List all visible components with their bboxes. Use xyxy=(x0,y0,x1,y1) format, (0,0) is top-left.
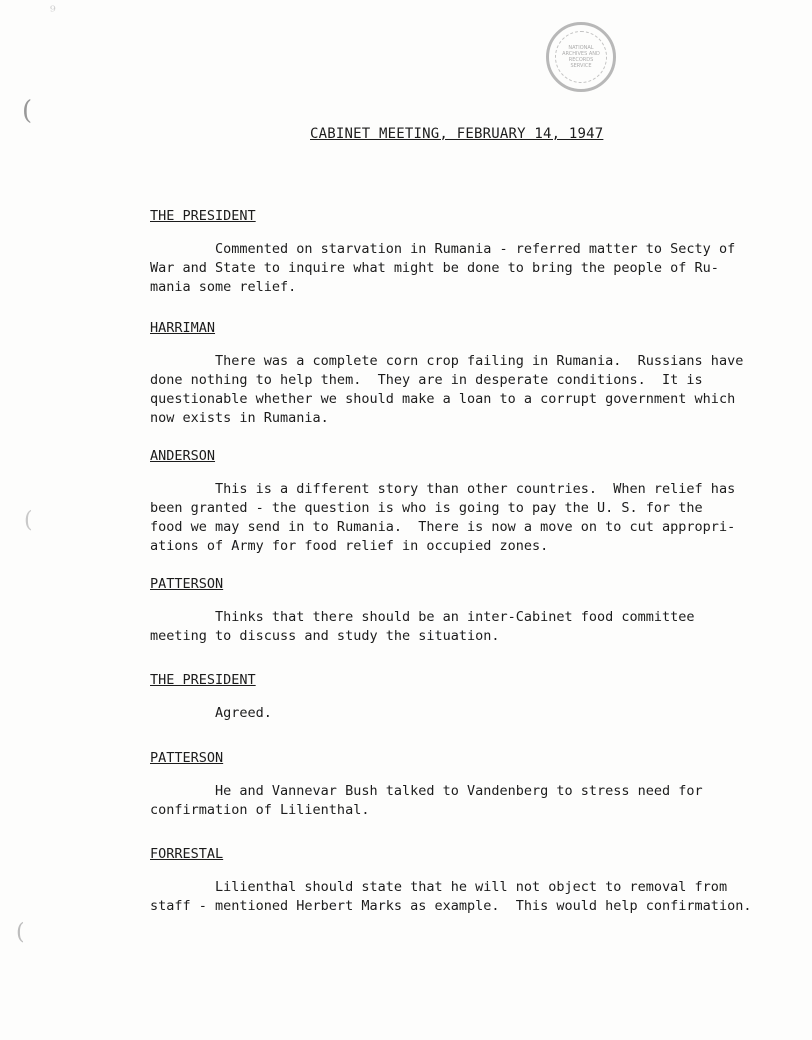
speaker-name: THE PRESIDENT xyxy=(150,672,256,688)
punch-hole-mark: ( xyxy=(22,96,33,126)
stamp-line: ARCHIVES AND xyxy=(562,51,600,57)
document-title: CABINET MEETING, FEBRUARY 14, 1947 xyxy=(310,126,604,142)
entry-text: Commented on starvation in Rumania - referred matter to Secty of War and State to inquire what might be done to bring the people of Ru- mania some relief. xyxy=(150,241,736,295)
entry-text: Lilienthal should state that he will not object to removal from staff - mentioned Herbert Marks as example. This would help confirmation. xyxy=(150,879,752,914)
entry-text: Agreed. xyxy=(150,705,272,721)
entry-text: Thinks that there should be an inter-Cabinet food committee meeting to discuss and study the situation. xyxy=(150,609,695,644)
entry-patterson-2 xyxy=(150,750,750,820)
speaker-name: ANDERSON xyxy=(150,448,216,464)
archive-stamp xyxy=(546,22,616,92)
entry-harriman xyxy=(150,320,750,428)
speaker-name: FORRESTAL xyxy=(150,846,224,862)
page-smudge-mark: ⁹ xyxy=(50,4,56,20)
speaker-name: PATTERSON xyxy=(150,750,224,766)
entry-the-president-1 xyxy=(150,208,750,297)
entry-forrestal xyxy=(150,846,750,916)
stamp-line: RECORDS xyxy=(568,57,594,63)
punch-hole-mark: ( xyxy=(24,508,33,533)
entry-text: He and Vannevar Bush talked to Vandenberg to stress need for confirmation of Lilienthal. xyxy=(150,783,703,818)
stamp-line: SERVICE xyxy=(570,63,592,69)
speaker-name: THE PRESIDENT xyxy=(150,208,256,224)
stamp-line: NATIONAL xyxy=(568,45,594,51)
punch-hole-mark: ( xyxy=(16,920,25,945)
entry-the-president-2 xyxy=(150,672,750,723)
entry-text: There was a complete corn crop failing in Rumania. Russians have done nothing to help them. They are in desperate conditions. It is questionable whether we should make a loan to a corrupt government which now exists in Rumania. xyxy=(150,353,744,426)
speaker-name: PATTERSON xyxy=(150,576,224,592)
entry-anderson xyxy=(150,448,750,556)
archive-stamp-text xyxy=(555,31,607,83)
entry-patterson-1 xyxy=(150,576,750,646)
entry-text: This is a different story than other countries. When relief has been granted - the question is who is going to pay the U. S. for the food we may send in to Rumania. There is now a move on to cut appropri- ations of Army for food relief in occupied zones. xyxy=(150,481,736,554)
speaker-name: HARRIMAN xyxy=(150,320,216,336)
